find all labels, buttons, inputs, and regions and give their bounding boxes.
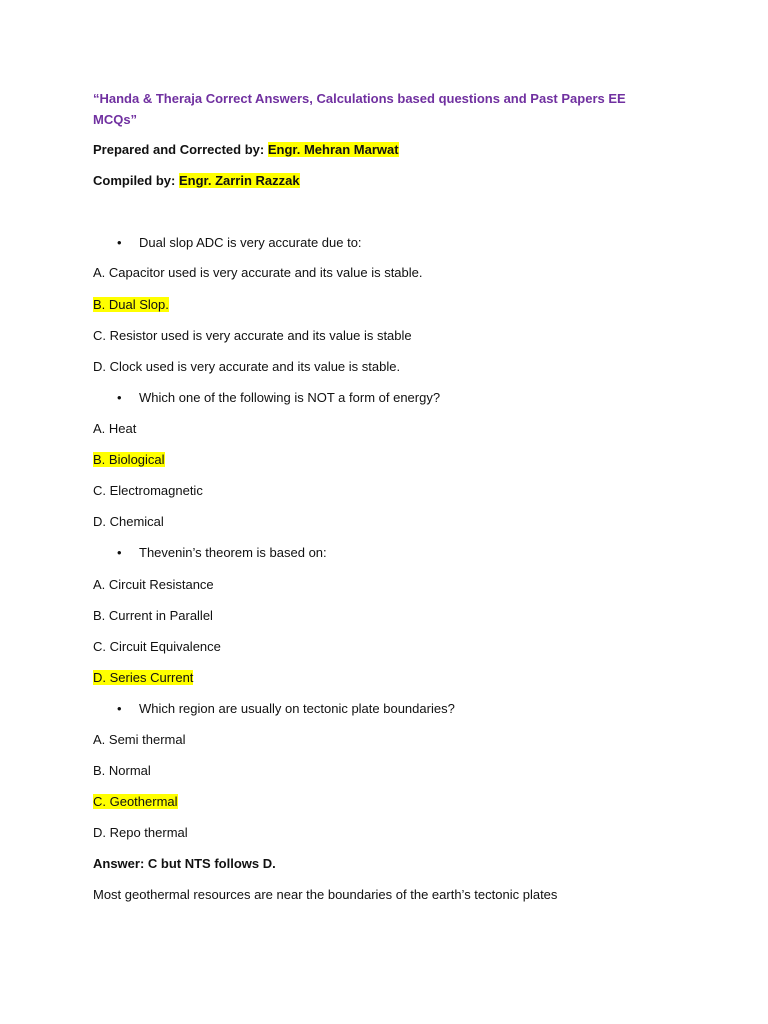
document-title: “Handa & Theraja Correct Answers, Calculations based questions and Past Papers EE MCQs” [93,91,626,127]
compiled-by-label: Compiled by: [93,173,179,188]
bullet-icon: • [117,235,122,250]
question-2-text: Which one of the following is NOT a form of energy? [139,390,441,405]
q3-option-c: C. Circuit Equivalence [93,639,221,654]
q4-option-d: D. Repo thermal [93,825,188,840]
q2-option-d: D. Chemical [93,514,164,529]
q1-option-d: D. Clock used is very accurate and its value is stable. [93,359,401,374]
prepared-by-label: Prepared and Corrected by: [93,142,268,157]
q1-option-b: B. Dual Slop. [93,297,169,312]
q2-option-a: A. Heat [93,421,137,436]
q2-option-c: C. Electromagnetic [93,483,203,498]
bullet-icon: • [117,545,122,560]
q2-option-b: B. Biological [93,452,165,467]
bullet-icon: • [117,701,122,716]
prepared-by-line [93,142,399,158]
question-1-text: Dual slop ADC is very accurate due to: [139,235,362,250]
question-4-text: Which region are usually on tectonic plate boundaries? [139,701,455,716]
q4-option-a: A. Semi thermal [93,732,186,747]
q1-option-c: C. Resistor used is very accurate and its value is stable [93,328,412,343]
compiled-by-name: Engr. Zarrin Razzak [178,173,300,188]
question-3-text: Thevenin’s theorem is based on: [139,545,327,560]
q4-option-b: B. Normal [93,763,151,778]
answer-note: Answer: C but NTS follows D. [93,856,276,871]
q3-option-b: B. Current in Parallel [93,608,213,623]
explanation-text: Most geothermal resources are near the boundaries of the earth’s tectonic plates [93,887,558,902]
prepared-by-name: Engr. Mehran Marwat [267,142,399,157]
q1-option-a: A. Capacitor used is very accurate and its value is stable. [93,265,423,280]
bullet-icon: • [117,390,122,405]
compiled-by-line [93,173,300,189]
q3-option-d: D. Series Current [93,670,194,685]
q4-option-c: C. Geothermal [93,794,178,809]
q3-option-a: A. Circuit Resistance [93,577,214,592]
